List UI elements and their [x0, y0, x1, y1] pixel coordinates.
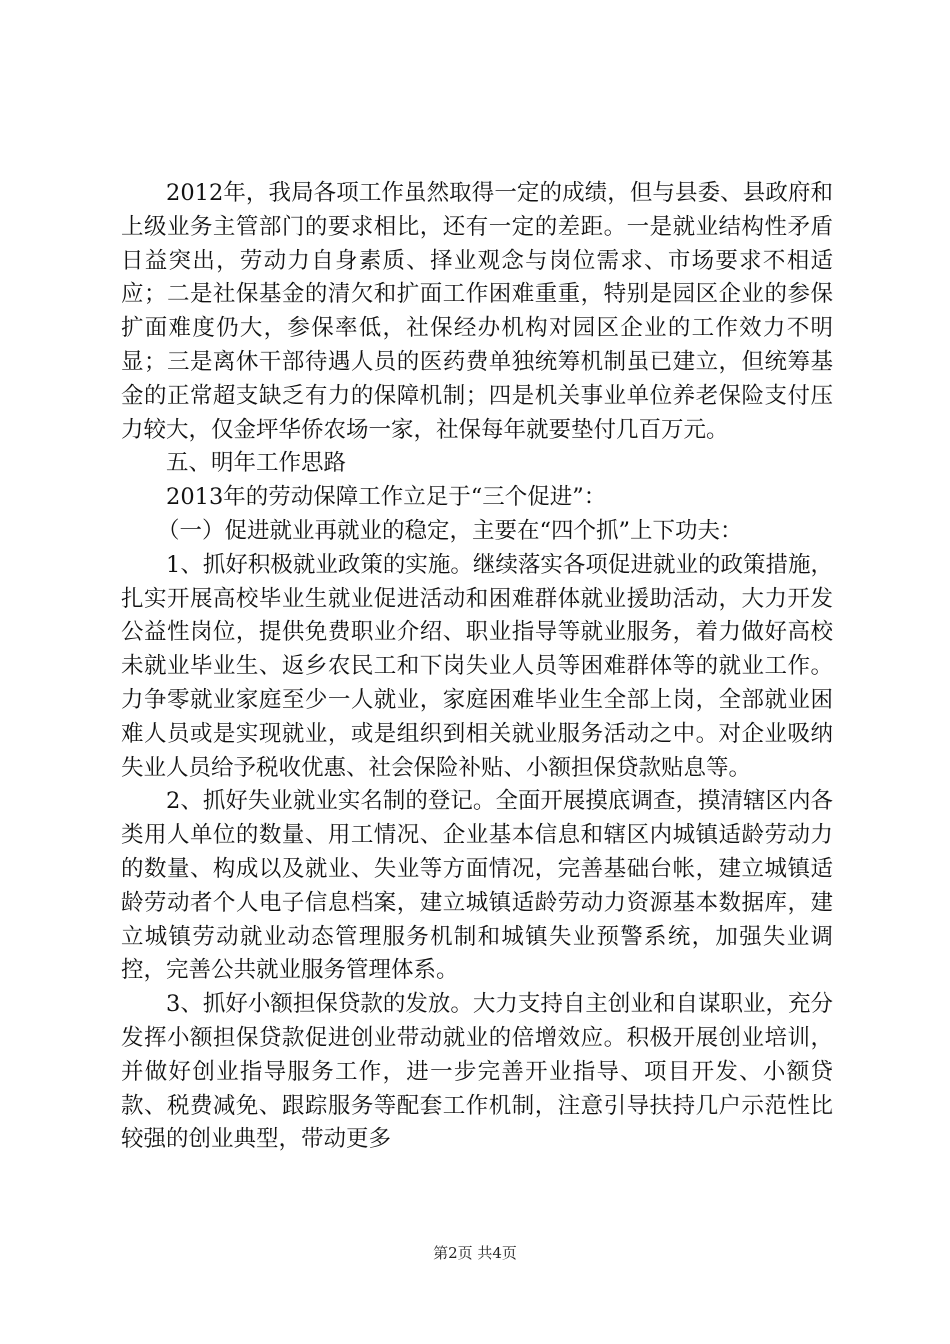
section-heading-next-year-plan: 五、明年工作思路: [166, 450, 347, 477]
paragraph-item-3: 3、抓好小额担保贷款的发放。大力支持自主创业和自谋职业，充分发挥小额担保贷款促进创业带动就业的倍增效应。积极开展创业培训，并做好创业指导服务工作，进一步完善开业指导、项目开发、小额贷款、税费减免、跟踪服务等配套工作机制，注意引导扶持几户示范性比较强的创业典型，带动更多: [121, 991, 833, 1153]
subheading-employment-stability: （一）促进就业再就业的稳定，主要在“四个抓”上下功夫：: [157, 517, 743, 544]
paragraph-item-2: 2、抓好失业就业实名制的登记。全面开展摸底调查，摸清辖区内各类用人单位的数量、用工情况、企业基本信息和辖区内城镇适龄劳动力的数量、构成以及就业、失业等方面情况，完善基础台帐，建立城镇适龄劳动者个人电子信息档案，建立城镇适龄劳动力资源基本数据库，建立城镇劳动就业动态管理服务机制和城镇失业预警系统，加强失业调控，完善公共就业服务管理体系。: [121, 788, 833, 984]
document-body: [121, 177, 833, 1157]
paragraph-2013-overview: 2013年的劳动保障工作立足于“三个促进”：: [166, 484, 607, 511]
paragraph-item-1: 1、抓好积极就业政策的实施。继续落实各项促进就业的政策措施，扎实开展高校毕业生就业促进活动和困难群体就业援助活动，大力开发公益性岗位，提供免费职业介绍、职业指导等就业服务，着力做好高校未就业毕业生、返乡农民工和下岗失业人员等困难群体等的就业工作。力争零就业家庭至少一人就业，家庭困难毕业生全部上岗，全部就业困难人员或是实现就业，或是组织到相关就业服务活动之中。对企业吸纳失业人员给予税收优惠、社会保险补贴、小额担保贷款贴息等。: [121, 551, 833, 781]
paragraph-shortcomings: 2012年，我局各项工作虽然取得一定的成绩，但与县委、县政府和上级业务主管部门的要求相比，还有一定的差距。一是就业结构性矛盾日益突出，劳动力自身素质、择业观念与岗位需求、市场要求不相适应；二是社保基金的清欠和扩面工作困难重重，特别是园区企业的参保扩面难度仍大，参保率低，社保经办机构对园区企业的工作效力不明显；三是离休干部待遇人员的医药费单独统筹机制虽已建立，但统筹基金的正常超支缺乏有力的保障机制；四是机关事业单位养老保险支付压力较大，仅金坪华侨农场一家，社保每年就要垫付几百万元。: [121, 180, 833, 443]
page-footer: 第2页 共4页: [433, 1244, 517, 1262]
